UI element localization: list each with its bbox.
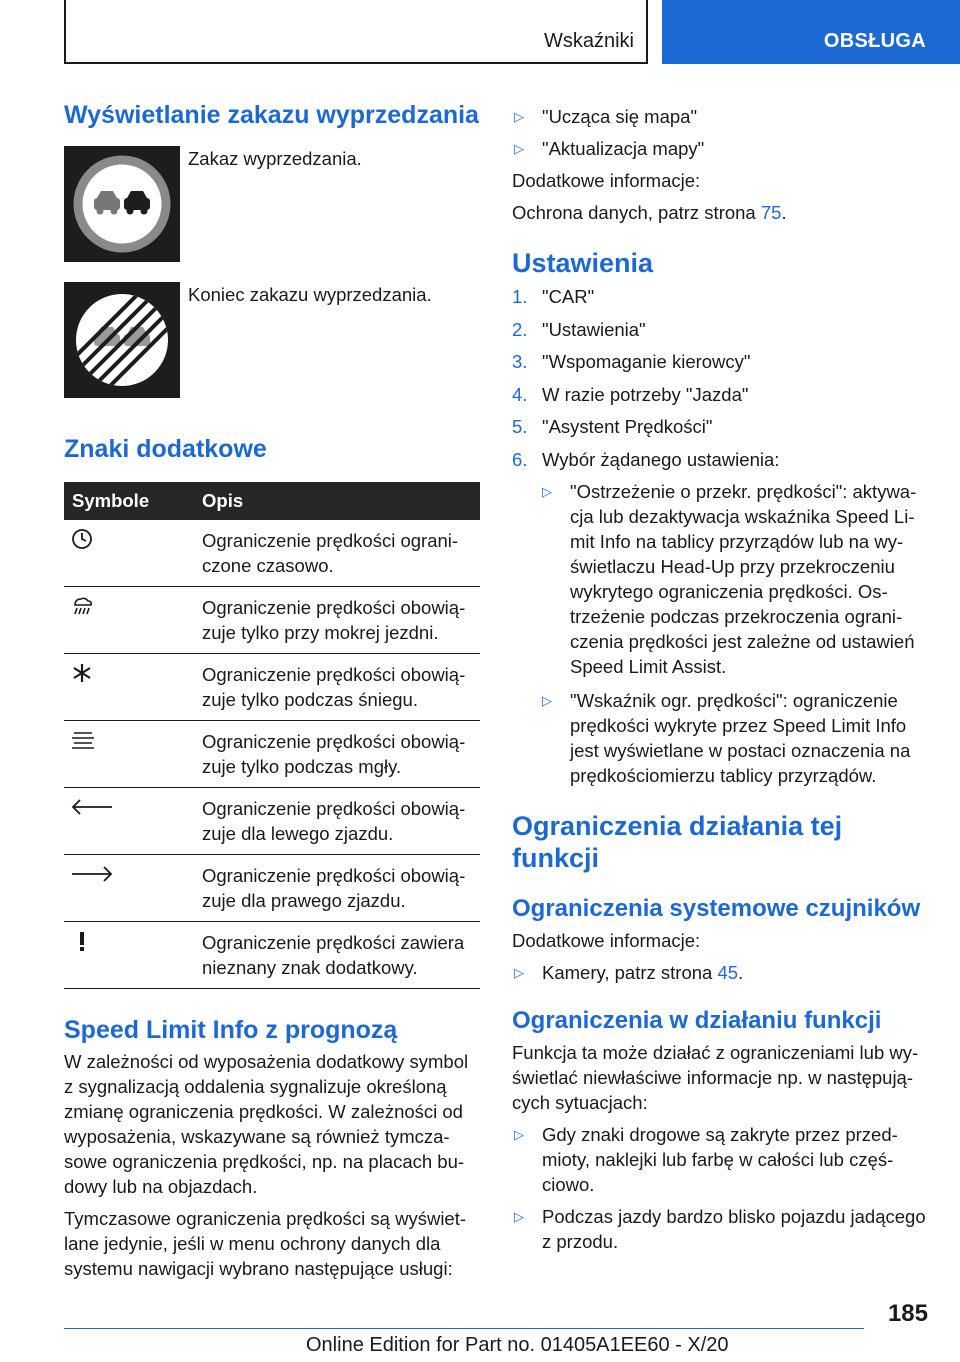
info-label-2: Dodatkowe informacje: — [512, 930, 701, 951]
symbols-table — [64, 482, 480, 989]
table-row — [64, 654, 480, 721]
heading-settings: Ustawienia — [512, 248, 654, 278]
bullet-triangle-icon: ▷ — [514, 965, 524, 980]
footer-divider — [64, 1328, 864, 1329]
table-row — [64, 922, 480, 989]
list-item: 3. "Wspomaganie kierowcy" — [512, 351, 751, 372]
paragraph-functional-limits: Funkcja ta może działać z ograniczeniami lub wyświetlać niewłaściwe informacje np. w następujących sytuacjach: — [512, 1042, 919, 1113]
cameras-page-link[interactable]: 45 — [717, 962, 739, 983]
list-item: ▷ "Ucząca się mapa" — [514, 106, 698, 127]
list-item: 6. Wybór żądanego ustawienia: — [512, 448, 780, 470]
heading-functional-limits: Ograniczenia w działaniu funkcji — [512, 1007, 882, 1034]
bullet-triangle-icon: ▷ — [514, 141, 524, 156]
heading-sensor-limits: Ograniczenia systemowe czujników — [512, 895, 921, 922]
list-item: ▷ "Aktualizacja mapy" — [514, 138, 705, 159]
bullet-triangle-icon: ▷ — [542, 484, 552, 499]
list-item: 5. "Asystent Prędkości" — [512, 416, 713, 437]
table-row — [64, 520, 480, 587]
bullet-triangle-icon: ▷ — [542, 693, 552, 708]
list-item: ▷ Kamery, patrz strona 45. — [514, 962, 744, 983]
rain-icon — [70, 595, 94, 617]
list-item: 4. W razie potrzeby "Jazda" — [512, 383, 749, 405]
arrow-left-icon — [70, 796, 114, 818]
list-item: 1. "CAR" — [512, 286, 595, 307]
list-item: ▷ Gdy znaki drogowe są zakryte przez przedmioty, naklejki lub farbę w całości lub częściowo. — [514, 1124, 898, 1195]
table-cell-desc: Ograniczenie prędkości obowiązuje dla lewego zjazdu. — [202, 788, 480, 855]
fog-icon — [70, 729, 96, 751]
left-column — [64, 100, 480, 1281]
list-item: 2. "Ustawienia" — [512, 318, 646, 340]
sign1-description: Zakaz wyprzedzania. — [188, 148, 362, 169]
header-chapter-title: OBSŁUGA — [823, 30, 926, 52]
header-chapter-tab[interactable] — [662, 0, 960, 64]
paragraph-forecast: W zależności od wyposażenia dodatkowy symbol z sygnalizacją oddalenia sygnalizuje określoną zmianę ograniczenia prędkości. W zależności od wyposażenia, wskazywane są również tymczasowe ograniczenia prędkości, np. na placach budowy lub na objazdach. — [64, 1051, 469, 1197]
header-section-box — [64, 0, 648, 64]
right-column — [512, 100, 928, 1254]
table-cell-desc: Ograniczenie prędkości obowiązuje tylko podczas śniegu. — [202, 654, 480, 721]
table-header-symbols: Symbole — [64, 482, 202, 520]
table-cell-desc: Ograniczenie prędkości zawiera nieznany znak dodatkowy. — [202, 922, 480, 989]
bullet-triangle-icon: ▷ — [514, 109, 524, 124]
heading-additional-signs: Znaki dodatkowe — [64, 435, 267, 463]
list-item: ▷ Podczas jazdy bardzo blisko pojazdu jadącego z przodu. — [514, 1206, 926, 1252]
exclamation-icon — [70, 930, 94, 952]
arrow-right-icon — [70, 863, 114, 885]
heading-function-limits: Ograniczenia działania tej funkcji — [512, 811, 843, 873]
clock-icon — [70, 528, 94, 550]
info-label: Dodatkowe informacje: — [512, 170, 701, 191]
list-item: ▷ "Wskaźnik ogr. prędkości": ograniczenie prędkości wykryte przez Speed Limit Info jest wyświetlane w postaci oznaczenia na prędkościomierzu tablicy przyrządów. — [542, 690, 911, 786]
table-row — [64, 855, 480, 922]
heading-speed-limit-info: Speed Limit Info z prognozą — [64, 1016, 398, 1044]
heading-no-overtaking: Wyświetlanie zakazu wyprzedzania — [64, 101, 479, 129]
header-section-title: Wskaźniki — [543, 30, 634, 52]
bullet-triangle-icon: ▷ — [514, 1209, 524, 1224]
footer-edition: Online Edition for Part no. 01405A1EE60 - X/20 — [306, 1334, 729, 1356]
table-cell-desc: Ograniczenie prędkości obowiązuje tylko podczas mgły. — [202, 721, 480, 788]
table-row — [64, 788, 480, 855]
list-item: ▷ "Ostrzeżenie o przekr. prędkości": aktywacja lub dezaktywacja wskaźnika Speed Limit Info na tablicy przyrządów lub na wyświetlaczu Head-Up przy przekroczeniu wykrytego ograniczenia prędkości. Ostrzeżenie podczas przekroczenia ograniczenia prędkości jest zależne od ustawień Speed Limit Assist. — [542, 481, 917, 677]
table-cell-desc: Ograniczenie prędkości ograniczone czasowo. — [202, 520, 480, 587]
table-row — [64, 587, 480, 654]
bullet-triangle-icon: ▷ — [514, 1127, 524, 1142]
table-cell-desc: Ograniczenie prędkości obowiązuje dla prawego zjazdu. — [202, 855, 480, 922]
sign-row-no-overtaking — [64, 146, 480, 282]
settings-steps — [512, 284, 928, 472]
page-number: 185 — [887, 1300, 928, 1327]
table-row — [64, 721, 480, 788]
snowflake-icon — [70, 662, 94, 684]
privacy-reference: Ochrona danych, patrz strona 75. — [512, 202, 787, 223]
paragraph-temporary-limits: Tymczasowe ograniczenia prędkości są wyświetlane jedynie, jeśli w menu ochrony danych dla systemu nawigacji wybrano następujące usługi: — [64, 1208, 467, 1279]
sign-row-end-no-overtaking — [64, 282, 480, 434]
sign2-description: Koniec zakazu wyprzedzania. — [188, 284, 432, 305]
privacy-page-link[interactable]: 75 — [760, 202, 782, 223]
table-header-description: Opis — [202, 482, 480, 520]
table-cell-desc: Ograniczenie prędkości obowiązuje tylko przy mokrej jezdni. — [202, 587, 480, 654]
end-no-overtaking-sign-icon — [64, 282, 180, 398]
no-overtaking-sign-icon — [64, 146, 180, 262]
